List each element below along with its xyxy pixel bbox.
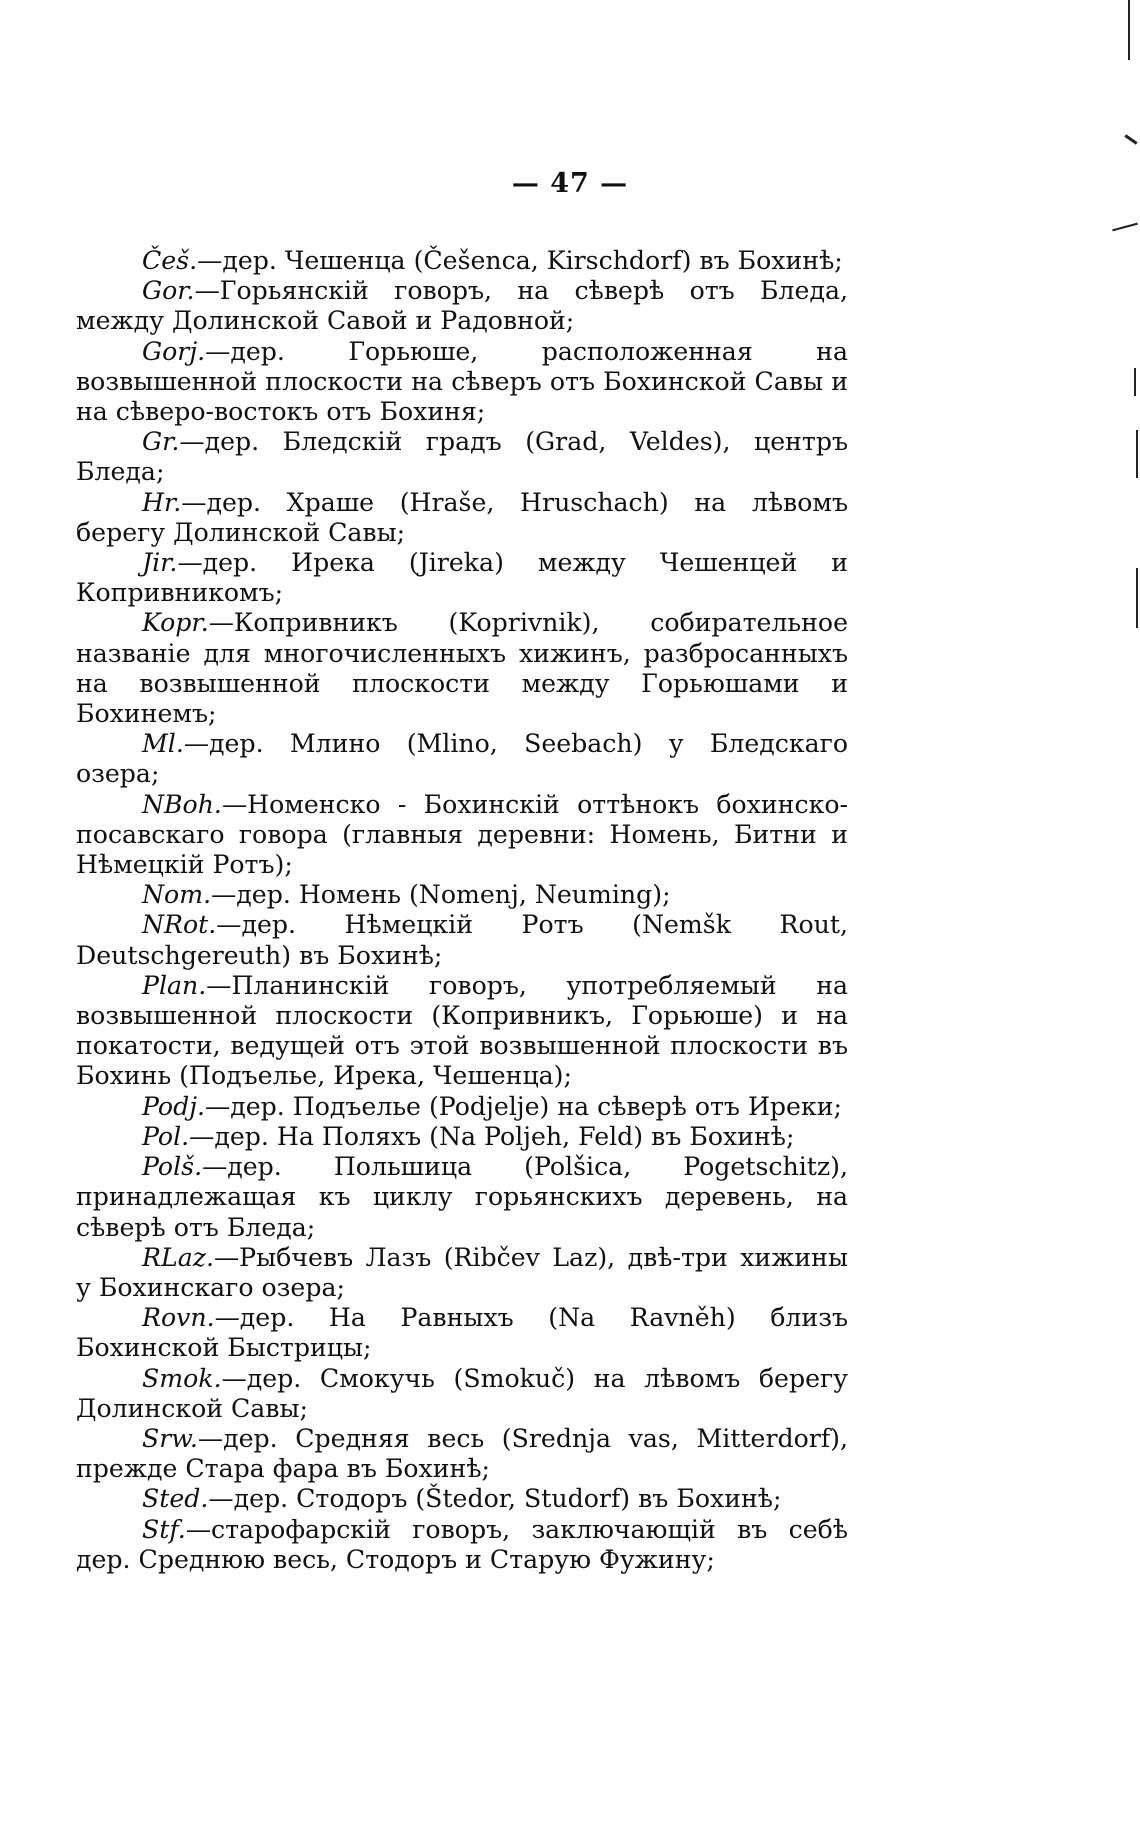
entry-ces: [76, 246, 848, 276]
entry-text: —Горьянскій говоръ, на сѣверѣ отъ Бледа, между Долинской Савой и Радовной;: [76, 276, 848, 336]
entry-ml: [76, 729, 848, 789]
entry-abbr: RLaz.: [142, 1242, 214, 1272]
entry-abbr: NBoh.: [142, 789, 222, 819]
entry-text: —дер. Польшица (Polšica, Pogetschitz), принадлежащая къ циклу горьянскихъ деревень, на сѣверѣ отъ Бледа;: [76, 1152, 848, 1242]
abbreviation-list: [76, 246, 848, 1575]
entry-abbr: Plan.: [142, 970, 207, 1000]
scan-edge-mark: [1128, 0, 1130, 60]
entry-text: —Планинскій говоръ, употребляемый на возвышенной плоскости (Копривникъ, Горьюше) и на покатости, ведущей отъ этой возвышенной плоскости въ Бохинь (Подъелье, Ирека, Чешенца);: [76, 970, 848, 1091]
entry-text: —дер. Номень (Nomenj, Neuming);: [211, 880, 671, 910]
entry-text: —дер. Стодоръ (Štedor, Studorf) въ Бохинѣ;: [208, 1484, 782, 1514]
entry-abbr: Ml.: [142, 729, 184, 759]
entry-podj: [76, 1092, 848, 1122]
entry-text: —дер. Горьюше, расположенная на возвышенной плоскости на сѣверъ отъ Бохинской Савы и на сѣверо-востокъ отъ Бохиня;: [76, 336, 848, 427]
entry-srw: [76, 1424, 848, 1484]
entry-abbr: NRot.: [142, 910, 217, 940]
entry-pols: [76, 1152, 848, 1243]
entry-text: —дер. Смокучь (Smokuč) на лѣвомъ берегу Долинской Савы;: [76, 1363, 848, 1423]
entry-gr: [76, 427, 848, 487]
entry-hr: [76, 488, 848, 548]
entry-rlaz: [76, 1243, 848, 1303]
entry-nboh: [76, 790, 848, 881]
entry-pol: [76, 1122, 848, 1152]
entry-abbr: Podj.: [142, 1091, 206, 1121]
entry-abbr: Gr.: [142, 427, 180, 457]
entry-text: —дер. Бледскій градъ (Grad, Veldes), центръ Бледа;: [76, 427, 848, 487]
entry-rovn: [76, 1303, 848, 1363]
entry-abbr: Gor.: [142, 276, 195, 306]
entry-gor: [76, 276, 848, 336]
scan-edge-mark: [1136, 568, 1138, 628]
entry-abbr: Sted.: [142, 1484, 209, 1514]
entry-abbr: Češ.: [142, 246, 198, 275]
entry-abbr: Kopr.: [142, 608, 209, 638]
entry-stf: [76, 1515, 848, 1575]
page-number: — 47 —: [511, 168, 629, 199]
entry-text: —дер. Ирека (Jireka) между Чешенцей и Копривникомъ;: [76, 548, 848, 608]
entry-text: —дер. Храше (Hraše, Hruschach) на лѣвомъ берегу Долинской Савы;: [76, 487, 848, 547]
entry-text: —Рыбчевъ Лазъ (Ribčev Laz), двѣ-три хижины у Бохинскаго озера;: [76, 1242, 848, 1302]
entry-plan: [76, 971, 848, 1092]
entry-abbr: Nom.: [142, 880, 212, 910]
entry-text: —дер. Подъелье (Podjelje) на сѣверѣ отъ Иреки;: [205, 1091, 842, 1121]
entry-smok: [76, 1364, 848, 1424]
entry-text: —старофарскій говоръ, заключающій въ себѣ дер. Среднюю весь, Стодоръ и Старую Фужину;: [76, 1514, 848, 1574]
scan-edge-mark: [1124, 134, 1137, 144]
entry-nrot: [76, 910, 848, 970]
entry-abbr: Stf.: [142, 1514, 186, 1544]
entry-kopr: [76, 608, 848, 729]
entry-abbr: Jir.: [142, 548, 178, 578]
entry-text: —дер. Средняя весь (Srednja vas, Mitterdorf), прежде Стара фара въ Бохинѣ;: [76, 1423, 848, 1484]
entry-abbr: Polš.: [142, 1152, 203, 1182]
entry-abbr: Smok.: [142, 1363, 222, 1393]
scan-edge-mark: [1134, 368, 1136, 396]
entry-text: —дер. Чешенца (Češenca, Kirschdorf) въ Бохинѣ;: [197, 246, 843, 275]
entry-abbr: Srw.: [142, 1423, 198, 1453]
entry-gorj: [76, 337, 848, 428]
scan-edge-mark: [1136, 430, 1138, 478]
entry-text: —дер. Млино (Mlino, Seebach) у Бледскаго озера;: [76, 729, 848, 789]
entry-text: —дер. Нѣмецкій Ротъ (Nemšk Rout, Deutschgereuth) въ Бохинѣ;: [76, 910, 848, 970]
entry-nom: [76, 880, 848, 910]
entry-abbr: Pol.: [142, 1121, 190, 1151]
entry-abbr: Rovn.: [142, 1303, 215, 1333]
entry-text: —Номенско - Бохинскій оттѣнокъ бохинско-посавскаго говора (главныя деревни: Номень, Битни и Нѣмецкій Ротъ);: [76, 789, 848, 880]
entry-sted: [76, 1484, 848, 1514]
entry-abbr: Hr.: [142, 487, 182, 517]
scan-edge-mark: [1112, 223, 1138, 232]
entry-text: —дер. На Поляхъ (Na Poljeh, Feld) въ Бохинѣ;: [189, 1121, 795, 1151]
entry-text: —Копривникъ (Koprivnik), собирательное названіе для многочисленныхъ хижинъ, разбросанныхъ на возвышенной плоскости между Горьюшами и Бохинемъ;: [76, 608, 848, 729]
entry-jir: [76, 548, 848, 608]
entry-text: —дер. На Равныхъ (Na Ravněh) близъ Бохинской Быстрицы;: [76, 1303, 848, 1363]
entry-abbr: Gorj.: [142, 336, 206, 366]
